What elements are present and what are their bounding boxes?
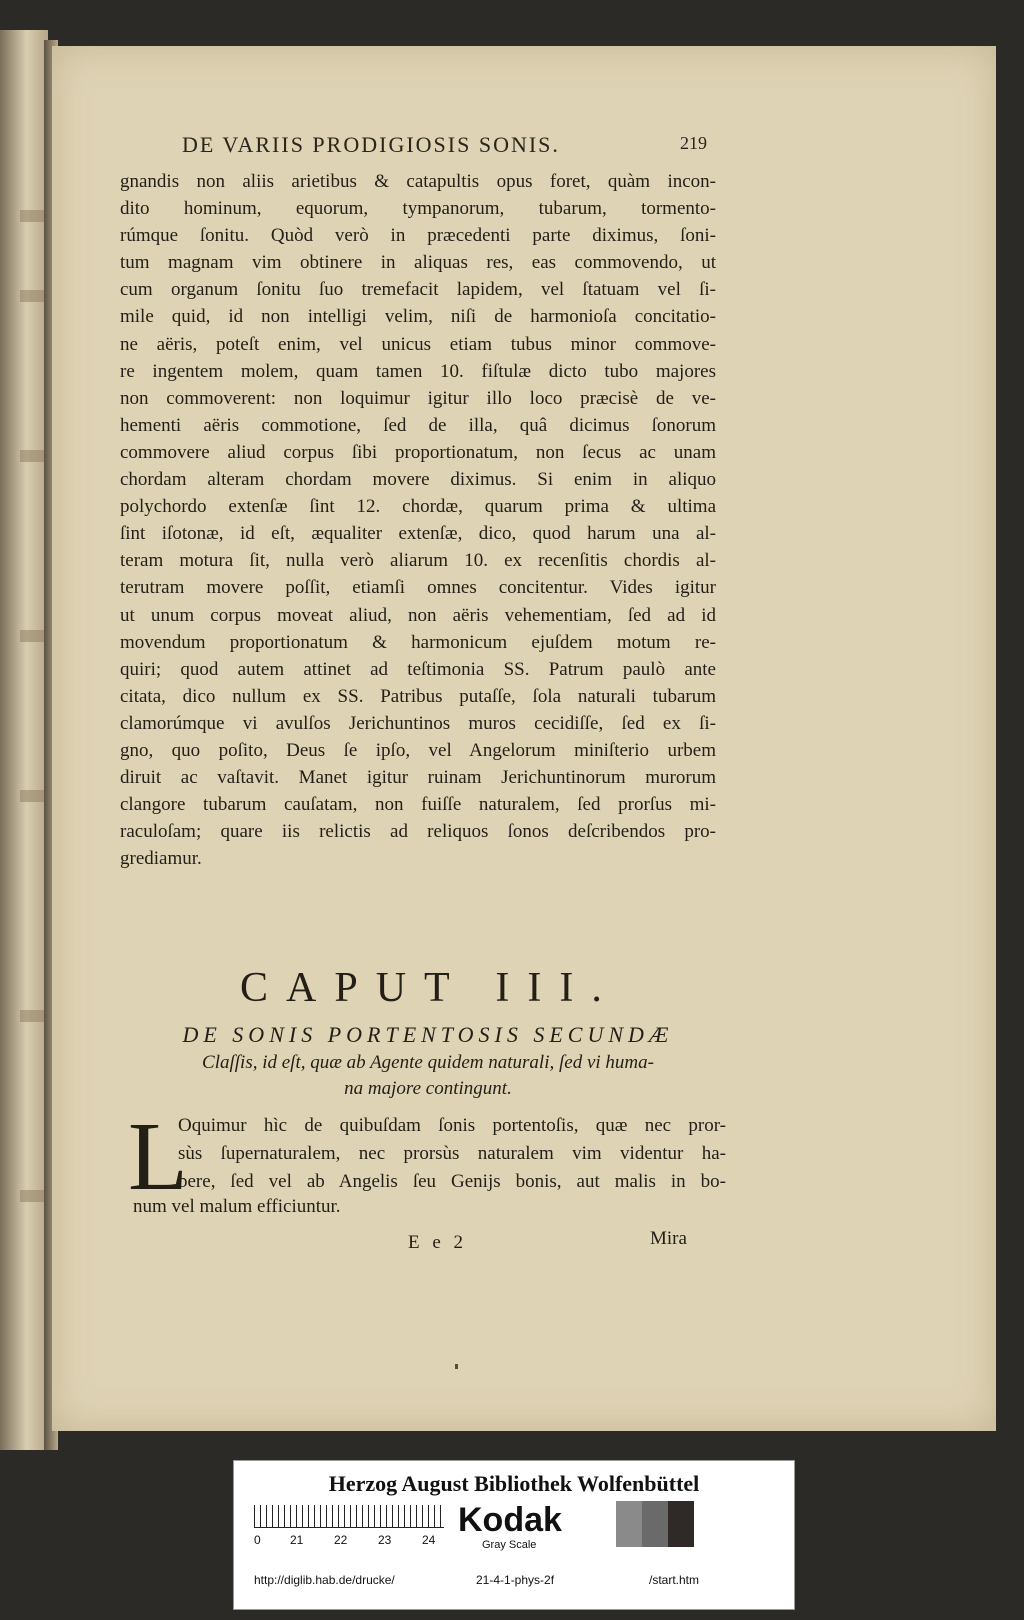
- text-line: gno, quo poſito, Deus ſe ipſo, vel Angelorum miniſterio urbem: [120, 739, 716, 761]
- text-line: commovere aliud corpus ſibi proportionatum, non ſecus ac unam: [120, 441, 716, 463]
- text-line: chordam alteram chordam movere diximus. Si enim in aliquo: [120, 469, 716, 491]
- text-line: sùs ſupernaturalem, nec prorsùs naturalem vim videntur ha-: [178, 1143, 726, 1164]
- text-line: clamorúmque vi avulſos Jerichuntinos muros cecidiſſe, ſed ex ſi-: [120, 712, 716, 734]
- ruler-number: 0: [254, 1533, 261, 1547]
- chapter-subtitle-line: na majore contingunt.: [344, 1078, 512, 1099]
- gray-swatch: [642, 1501, 668, 1547]
- ruler-number: 21: [290, 1533, 304, 1547]
- text-line: ut unum corpus moveat aliud, non aëris vehementiam, ſed ad id: [120, 604, 716, 626]
- library-name: Herzog August Bibliothek Wolfenbüttel: [328, 1471, 700, 1496]
- text-line: re ingentem molem, quam tamen 10. fiſtulæ dicto tubo majores: [120, 360, 716, 382]
- text-line: raculoſam; quare iis relictis ad reliquos ſonos deſcribendos pro-: [120, 821, 716, 843]
- body-text: [120, 168, 716, 872]
- kodak-logo: Kodak: [458, 1501, 562, 1539]
- chapter-subtitle-line: Claſſis, id eſt, quæ ab Agente quidem naturali, ſed vi huma-: [202, 1052, 654, 1073]
- text-line: Oquimur hìc de quibuſdam ſonis portentoſis, quæ nec pror-: [178, 1115, 726, 1136]
- chapter-title: CAPUT III.: [240, 965, 620, 1011]
- signature-mark: E e 2: [408, 1232, 468, 1253]
- text-line: mile quid, id non intelligi velim, niſi de harmonioſa concitatio-: [120, 306, 716, 328]
- catchword: Mira: [650, 1228, 687, 1249]
- page-number: 219: [680, 133, 707, 153]
- text-line: hementi aëris commotione, ſed de illa, quâ dicimus ſonorum: [120, 414, 716, 436]
- facing-page-text-fragment: [20, 290, 44, 302]
- text-line: rúmque ſonitu. Quòd verò in præcedenti parte diximus, ſoni-: [120, 225, 716, 247]
- text-line: cum organum ſonitu ſuo tremefacit lapidem, vel ſtatuam vel ſi-: [120, 279, 716, 301]
- ruler-scale: [254, 1505, 444, 1528]
- text-line: num vel malum efficiuntur.: [133, 1196, 341, 1217]
- text-line: movendum proportionatum & harmonicum ejuſdem motum re-: [120, 631, 716, 653]
- ruler-number: 23: [378, 1533, 392, 1547]
- url-suffix: /start.htm: [649, 1573, 700, 1587]
- paper-speck: [455, 1364, 458, 1369]
- text-line: dito hominum, equorum, tympanorum, tubarum, tormento-: [120, 198, 716, 220]
- facing-page-text-fragment: [20, 630, 44, 642]
- chapter-subtitle-line: DE SONIS PORTENTOSIS SECUNDÆ: [182, 1022, 674, 1047]
- url-prefix: http://diglib.hab.de/drucke/: [254, 1573, 395, 1587]
- gray-swatch: [668, 1501, 694, 1547]
- text-line: gnandis non aliis arietibus & catapultis opus foret, quàm incon-: [120, 171, 716, 192]
- ruler-number: 24: [422, 1533, 436, 1547]
- running-head: DE VARIIS PRODIGIOSIS SONIS.: [182, 132, 560, 157]
- facing-page-text-fragment: [20, 1010, 44, 1022]
- text-line: ne aëris, poteſt enim, vel unicus etiam tubus minor commove-: [120, 333, 716, 355]
- text-line: non commoverent: non loquimur igitur illo loco præcisè de ve-: [120, 387, 716, 409]
- text-line: bere, ſed vel ab Angelis ſeu Genijs bonis, aut malis in bo-: [178, 1171, 726, 1192]
- text-line: grediamur.: [120, 848, 202, 870]
- facing-page-text-fragment: [20, 790, 44, 802]
- text-line: terutram movere poſſit, etiamſi omnes concitentur. Vides igitur: [120, 577, 716, 599]
- text-line: ſint iſotonæ, id eſt, æqualiter extenſæ, dico, quod harum una al-: [120, 523, 716, 545]
- text-line: clangore tubarum cauſatam, non fuiſſe naturalem, ſed prorſus mi-: [120, 794, 716, 816]
- shelfmark: 21-4-1-phys-2f: [476, 1573, 555, 1587]
- text-line: tum magnam vim obtinere in aliquas res, eas commovendo, ut: [120, 252, 716, 274]
- facing-page-edge: [0, 30, 48, 1450]
- gray-swatch: [616, 1501, 642, 1547]
- facing-page-text-fragment: [20, 450, 44, 462]
- text-line: citata, dico nullum ex SS. Patribus putaſſe, ſola naturali tubarum: [120, 685, 716, 707]
- facing-page-text-fragment: [20, 210, 44, 222]
- facing-page-text-fragment: [20, 1190, 44, 1202]
- drop-cap: L: [128, 1103, 188, 1211]
- text-line: teram motura ſit, nulla verò aliarum 10. ex recenſitis chordis al-: [120, 550, 716, 572]
- gray-scale-label: Gray Scale: [482, 1539, 537, 1551]
- text-line: diruit ac vaſtavit. Manet igitur ruinam Jerichuntinorum murorum: [120, 767, 716, 789]
- chapter-subtitle: [130, 1020, 726, 1102]
- calibration-card: [233, 1460, 795, 1610]
- ruler-number: 22: [334, 1533, 348, 1547]
- intro-paragraph: [178, 1112, 726, 1196]
- text-line: quiri; quod autem attinet ad teſtimonia SS. Patrum paulò ante: [120, 658, 716, 680]
- text-line: polychordo extenſæ ſint 12. chordæ, quarum prima & ultima: [120, 496, 716, 518]
